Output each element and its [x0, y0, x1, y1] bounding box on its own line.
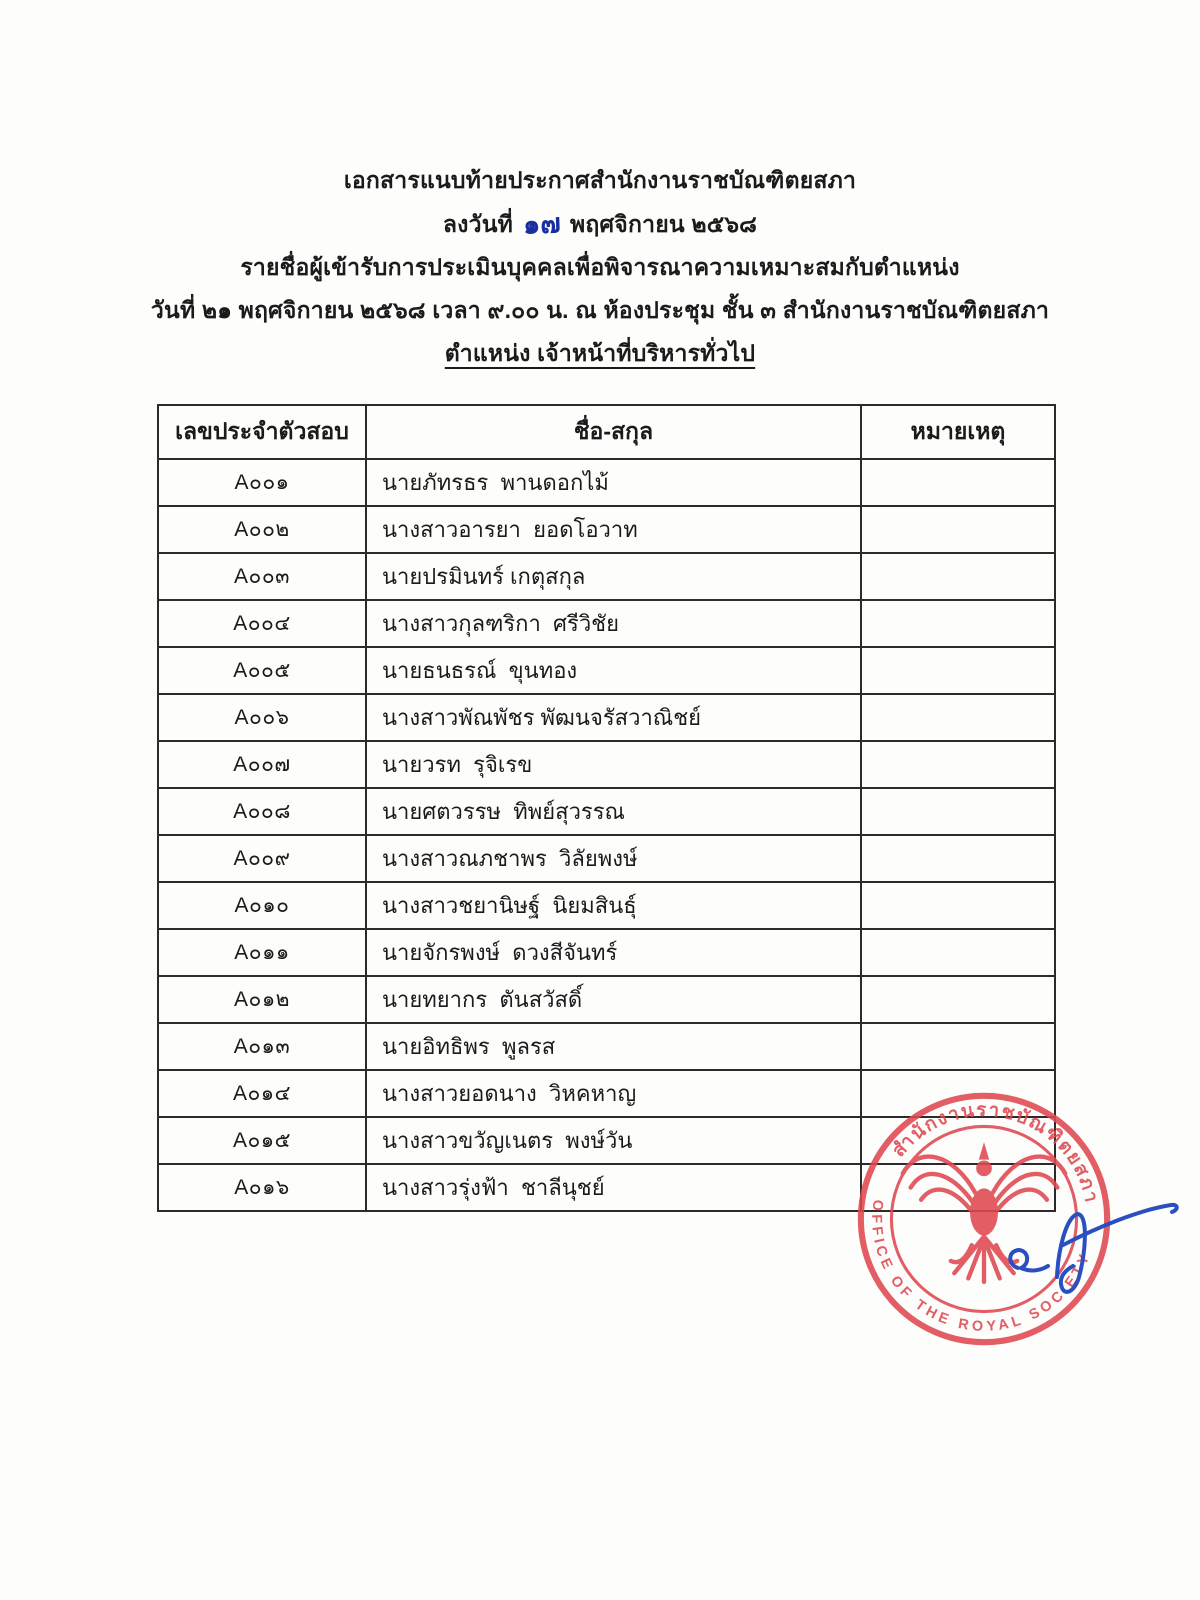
name-cell: นายปรมินทร์ เกตุสกุล: [366, 553, 861, 600]
name-cell: นายจักรพงษ์ ดวงสีจันทร์: [366, 929, 861, 976]
name-cell: นางสาวรุ่งฟ้า ชาลีนุชย์: [366, 1164, 861, 1211]
note-cell: [861, 741, 1055, 788]
note-cell: [861, 600, 1055, 647]
exam-id-cell: A๐๐๖: [158, 694, 366, 741]
name-cell: นางสาวกุลฑริกา ศรีวิชัย: [366, 600, 861, 647]
table-row: [158, 835, 1055, 882]
note-cell: [861, 553, 1055, 600]
note-cell: [861, 1023, 1055, 1070]
seal-thai-arc-text: สำนักงานราชบัณฑิตยสภา: [887, 1098, 1103, 1206]
exam-id-cell: A๐๐๓: [158, 553, 366, 600]
table-row: [158, 1117, 1055, 1164]
exam-id-cell: A๐๐๑: [158, 459, 366, 506]
document-header: [0, 166, 1200, 382]
exam-id-cell: A๐๑๔: [158, 1070, 366, 1117]
name-cell: นางสาวอารยา ยอดโอวาท: [366, 506, 861, 553]
table-row: [158, 506, 1055, 553]
schedule-line: วันที่ ๒๑ พฤศจิกายน ๒๕๖๘ เวลา ๙.๐๐ น. ณ ห้องประชุม ชั้น ๓ สำนักงานราชบัณฑิตยสภา: [150, 297, 1050, 323]
exam-id-cell: A๐๑๑: [158, 929, 366, 976]
exam-id-cell: A๐๐๒: [158, 506, 366, 553]
table-row: [158, 1164, 1055, 1211]
name-cell: นายศตวรรษ ทิพย์สุวรรณ: [366, 788, 861, 835]
list-title: รายชื่อผู้เข้ารับการประเมินบุคคลเพื่อพิจารณาความเหมาะสมกับตำแหน่ง: [240, 254, 960, 280]
column-header-exam-id: เลขประจำตัวสอบ: [158, 405, 366, 459]
note-cell: [861, 694, 1055, 741]
name-cell: นายทยากร ตันสวัสดิ์: [366, 976, 861, 1023]
exam-id-cell: A๐๑๕: [158, 1117, 366, 1164]
candidate-table-body: [158, 459, 1055, 1211]
exam-id-cell: A๐๐๔: [158, 600, 366, 647]
note-cell: [861, 1117, 1055, 1164]
name-cell: นายธนธรณ์ ขุนทอง: [366, 647, 861, 694]
exam-id-cell: A๐๐๘: [158, 788, 366, 835]
table-row: [158, 741, 1055, 788]
note-cell: [861, 882, 1055, 929]
table-row: [158, 788, 1055, 835]
name-cell: นางสาวยอดนาง วิหคหาญ: [366, 1070, 861, 1117]
note-cell: [861, 506, 1055, 553]
exam-id-cell: A๐๑๓: [158, 1023, 366, 1070]
seal-english-arc-text: OFFICE OF THE ROYAL SOCIETY: [868, 1198, 1095, 1336]
note-cell: [861, 835, 1055, 882]
table-row: [158, 600, 1055, 647]
name-cell: นายภัทรธร พานดอกไม้: [366, 459, 861, 506]
name-cell: นายอิทธิพร พูลรส: [366, 1023, 861, 1070]
table-row: [158, 459, 1055, 506]
date-prefix: ลงวันที่: [442, 211, 513, 237]
table-row: [158, 976, 1055, 1023]
date-suffix: พฤศจิกายน ๒๕๖๘: [570, 211, 758, 237]
note-cell: [861, 459, 1055, 506]
note-cell: [861, 788, 1055, 835]
exam-id-cell: A๐๐๙: [158, 835, 366, 882]
handwritten-day: ๑๗: [522, 208, 561, 240]
column-header-name: ชื่อ-สกุล: [366, 405, 861, 459]
table-row: [158, 694, 1055, 741]
exam-id-cell: A๐๑๖: [158, 1164, 366, 1211]
table-row: [158, 1070, 1055, 1117]
note-cell: [861, 1164, 1055, 1211]
column-header-note: หมายเหตุ: [861, 405, 1055, 459]
exam-id-cell: A๐๐๗: [158, 741, 366, 788]
name-cell: นายวรท รุจิเรข: [366, 741, 861, 788]
date-line: [0, 209, 1200, 239]
exam-id-cell: A๐๑๒: [158, 976, 366, 1023]
name-cell: นางสาวณภชาพร วิลัยพงษ์: [366, 835, 861, 882]
table-row: [158, 929, 1055, 976]
exam-id-cell: A๐๐๕: [158, 647, 366, 694]
name-cell: นางสาวพัณพัชร พัฒนจรัสวาณิชย์: [366, 694, 861, 741]
table-row: [158, 882, 1055, 929]
exam-id-cell: A๐๑๐: [158, 882, 366, 929]
table-row: [158, 553, 1055, 600]
document-title: เอกสารแนบท้ายประกาศสำนักงานราชบัณฑิตยสภา: [343, 167, 857, 193]
note-cell: [861, 976, 1055, 1023]
table-header-row: [158, 405, 1055, 459]
svg-text:OFFICE OF THE ROYAL SOCIETY: [853, 1197, 1095, 1350]
name-cell: นางสาวชยานิษฐ์ นิยมสินธุ์: [366, 882, 861, 929]
table-row: [158, 1023, 1055, 1070]
name-cell: นางสาวขวัญเนตร พงษ์วัน: [366, 1117, 861, 1164]
candidate-table: [157, 404, 1056, 1212]
table-row: [158, 647, 1055, 694]
note-cell: [861, 929, 1055, 976]
note-cell: [861, 647, 1055, 694]
position-line: ตำแหน่ง เจ้าหน้าที่บริหารทั่วไป: [444, 340, 756, 366]
note-cell: [861, 1070, 1055, 1117]
